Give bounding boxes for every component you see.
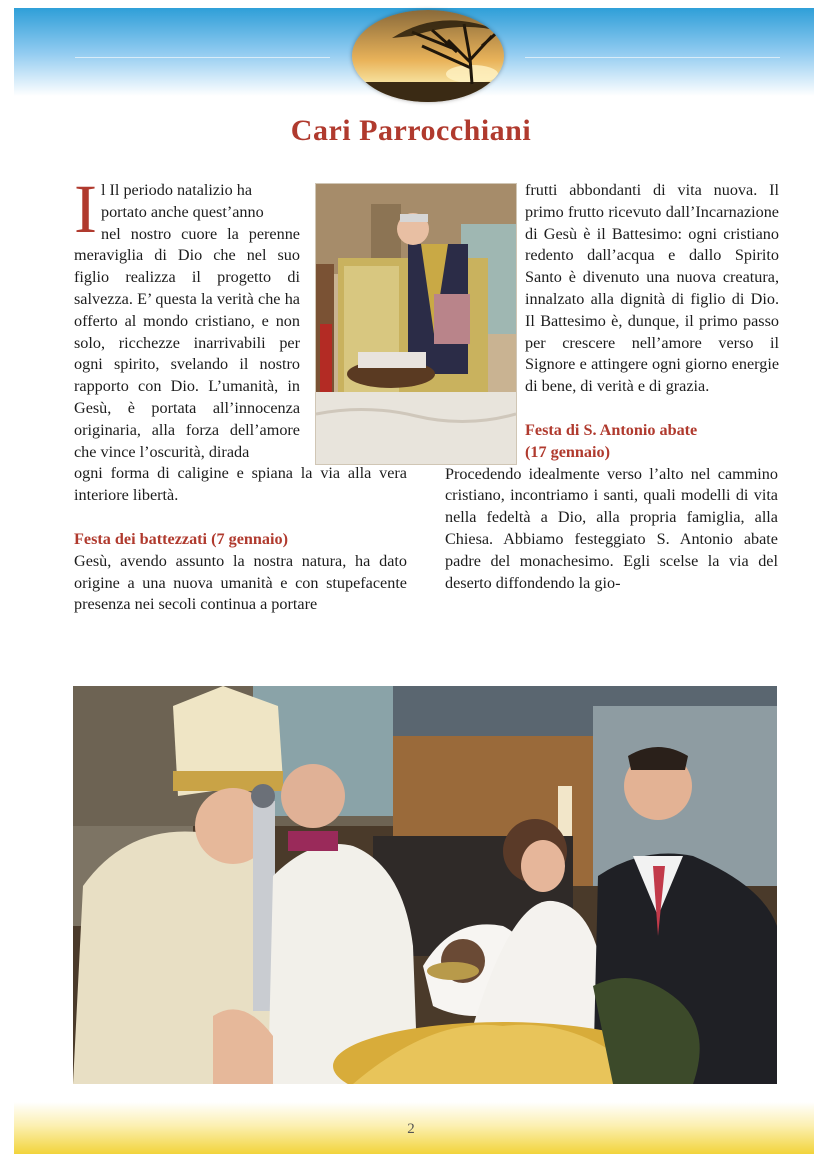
header-rule-right <box>525 57 780 58</box>
section-heading-antonio-2: (17 gennaio) <box>525 442 610 461</box>
section-body-battezzati: Gesù, avendo assunto la nostra natura, ha dato origine a una nuova umanità e con stupefacente presenza nei secoli continua a portare <box>74 551 407 614</box>
intro-wrapped-text <box>74 171 300 463</box>
section-body-antonio: Procedendo idealmente verso l’alto nel cammino cristiano, incontriamo i santi, quali modelli di vita nella fedeltà a Dio, alla propria famiglia, alla Chiesa. Abbiamo festeggiato S. Antonio abate padre del monachesimo. Egli scelse la via del deserto diffondendo la gio- <box>445 464 778 592</box>
right-column <box>445 180 778 594</box>
intro-line-2: portato anche quest’anno <box>100 202 264 221</box>
page-title: Cari Parrocchiani <box>290 114 532 147</box>
section-heading-antonio-1: Festa di S. Antonio abate <box>525 420 698 439</box>
intro-line-1: l Il periodo natalizio ha <box>100 181 253 199</box>
pope-baptism-photo <box>73 686 777 1084</box>
left-column <box>74 171 407 616</box>
drop-cap: I <box>74 171 97 247</box>
intro-line-3: nel nostro cuore la perenne meraviglia di Dio che nel suo figlio realizza il progetto di salvezza. E’ questa la verità che ha offerto al mondo cristiano, e non solo, ricchezze inarrivabili per ogni spirito, svelando il nostro rapporto con Dio. L’umanità, in Gesù, è portata all’innocenza originaria, alla forza dell’amore che vince l’oscurità, dirada <box>74 224 300 461</box>
intro-continuation: ogni forma di caligine e spiana la via alla vera interiore libertà. <box>74 464 407 505</box>
page-number: 2 <box>407 1121 415 1137</box>
right-column-body: frutti abbondanti di vita nuova. Il primo frutto ricevuto dall’Incarnazione di Gesù è il Battesimo: ogni cristiano redento dall’acqua e dallo Spirito Santo è divenuto una nuova creatura, innalzato alla dignità di figlio di Dio. Il Battesimo è, dunque, il primo passo per crescere nell’amore verso il Signore e attingere ogni giorno energie di bene, di verità e di grazia. <box>525 181 779 396</box>
header-rule-left <box>75 57 330 58</box>
tree-sunset-icon <box>352 10 504 102</box>
section-heading-battezzati: Festa dei battezzati (7 gennaio) <box>74 529 288 548</box>
